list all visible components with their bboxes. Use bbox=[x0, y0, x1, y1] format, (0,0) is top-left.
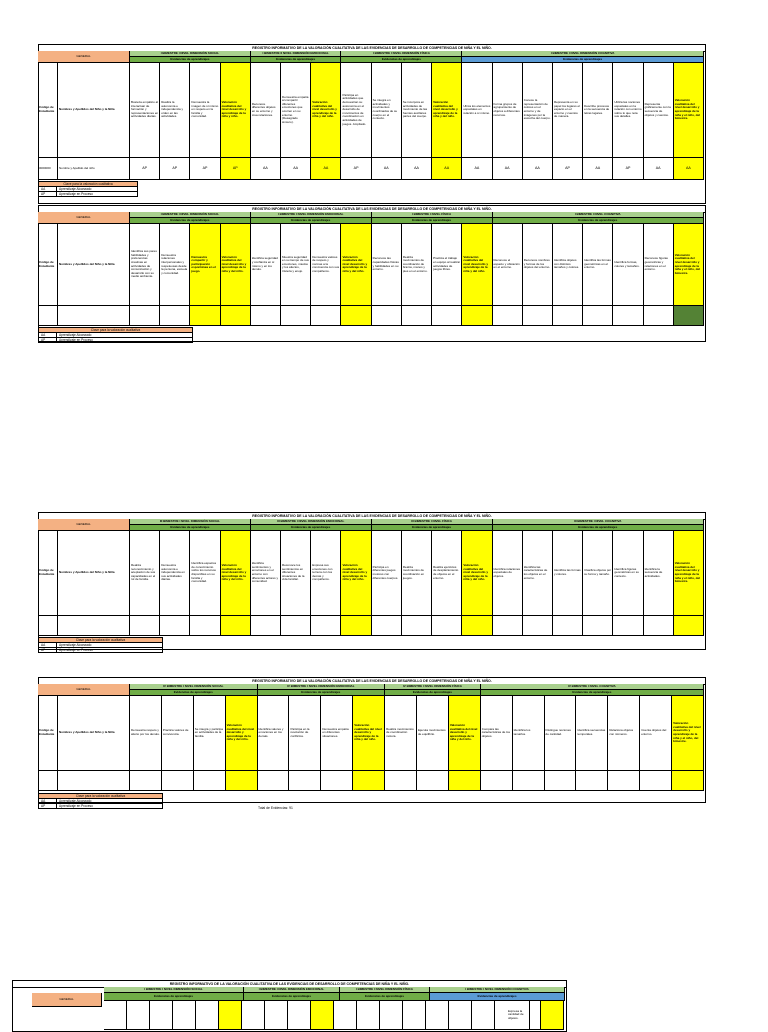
grade-cell: AP bbox=[553, 158, 583, 180]
evidence-cell: Identifica las formas y colores. bbox=[553, 531, 583, 616]
evidence-cell: Identifica los tamaños. bbox=[513, 696, 545, 771]
evidence-cell: Reconoce las capacidades físicas y habilidades en su entorno. bbox=[372, 224, 402, 306]
codigo-header: Código de Estudiante bbox=[38, 63, 58, 158]
evidence-cell: Ubica los elementos espaciales en relación a sí mismo. bbox=[462, 63, 492, 158]
evidence-cell: Participa en la resolución de conflictos. bbox=[289, 696, 321, 771]
evidence-cell: Compara las características de los objetos. bbox=[481, 696, 513, 771]
grade-cell bbox=[194, 771, 226, 791]
grade-cell bbox=[513, 771, 545, 791]
evidence-cell: Cuenta objetos del entorno. bbox=[640, 696, 672, 771]
grade-cell: AA bbox=[644, 158, 674, 180]
student-code: 0000000 bbox=[38, 158, 58, 180]
grade-cell bbox=[493, 306, 523, 326]
evidence-cell bbox=[357, 1001, 380, 1030]
grade-cell bbox=[190, 306, 220, 326]
grade-cell bbox=[449, 771, 481, 791]
area-header-4: I BIMESTRE I NIVEL DIMENSIÓN COGNITIVA bbox=[430, 987, 565, 993]
evidence-cell: Reconoce diferentes objetos en su entorno y crea relaciones. bbox=[251, 63, 281, 158]
grading-key bbox=[38, 181, 138, 197]
general-header: GENERAL bbox=[38, 684, 130, 696]
evidencias-header-2: Evidencias de aprendizajes bbox=[251, 57, 342, 63]
area-header-4: I BIMESTRE I NIVEL COGNITIVA bbox=[493, 212, 704, 218]
evidence-cell: Se integra y participa en actividades de la familia. bbox=[194, 696, 226, 771]
grade-cell bbox=[372, 616, 402, 636]
nombres-header: Nombres y Apellidos del Niño y la Niña bbox=[58, 531, 130, 616]
evidence-cell: Demuestra la imagen de sí mismo en respeto en la familia y comunidad. bbox=[190, 63, 220, 158]
grade-cell: AA bbox=[251, 158, 281, 180]
key-code: AP bbox=[39, 648, 57, 652]
evidencias-header-1: Evidencias de aprendizajes bbox=[130, 218, 251, 224]
grade-cell bbox=[130, 306, 160, 326]
evidencias-header-1: Evidencias de aprendizajes bbox=[130, 525, 251, 531]
evidence-cell bbox=[242, 1001, 265, 1030]
evidence-cell: Distingue nociones de cantidad. bbox=[545, 696, 577, 771]
key-code: AP bbox=[39, 192, 57, 196]
student-name bbox=[58, 306, 130, 326]
evidence-cell: Valoración cualitativa del nivel desarrollo y aprendizaje de la niña y del niño. bbox=[353, 696, 385, 771]
evidence-cell: Valoración cualitativa del nivel desarrollo y aprendizaje de la niña y del niño. bbox=[221, 224, 251, 306]
general-header: GENERAL bbox=[38, 519, 130, 531]
evidencias-header-1: Evidencias de aprendizajes bbox=[130, 690, 258, 696]
sheet-title: REGISTRO INFORMATIVO DE LA VALORACIÓN CUALITATIVA DE LAS EVIDENCIAS DE DESARROLLO DE COMPETENCIAS DE NIÑA Y EL NIÑO. bbox=[39, 513, 705, 520]
sheet-title: REGISTRO INFORMATIVO DE LA VALORACIÓN CUALITATIVA DE LAS EVIDENCIAS DE DESARROLLO DE COMPETENCIAS DE NIÑA Y EL NIÑO. bbox=[39, 206, 705, 213]
grade-cell bbox=[493, 616, 523, 636]
evidence-cell bbox=[403, 1001, 426, 1030]
grade-cell bbox=[640, 771, 672, 791]
evidence-cell: Realiza movimientos de coordinación en juegos. bbox=[402, 531, 432, 616]
evidence-cell: Valoración cualitativa del nivel desarrollo y aprendizaje de la niña y del niño. bbox=[341, 224, 371, 306]
key-row-ap bbox=[38, 192, 138, 197]
grade-cell bbox=[190, 616, 220, 636]
grade-cell bbox=[523, 616, 553, 636]
evidence-cell: Utiliza las nociones espaciales en la relación con entorno sobre lo que nota sus detalles. bbox=[613, 63, 643, 158]
grade-cell bbox=[608, 771, 640, 791]
evidencias-header-1: Evidencias de aprendizajes bbox=[104, 993, 244, 1001]
evidence-cell: Reconoce los sentimientos en diferentes situaciones de la vida familiar. bbox=[281, 531, 311, 616]
key-row-ap bbox=[38, 338, 193, 343]
codigo-header: Código de Estudiante bbox=[38, 224, 58, 306]
area-header-3: III BIMESTRE I NIVEL FÍSICA bbox=[372, 519, 493, 525]
grade-cell: AA bbox=[523, 158, 553, 180]
student-code bbox=[38, 771, 58, 791]
evidence-cell bbox=[426, 1001, 449, 1030]
evidence-cell: Identifica seguridad y confianza en sí mismo y en los demás. bbox=[251, 224, 281, 306]
evidencias-header-3: Evidencias de aprendizajes bbox=[385, 690, 481, 696]
sheet-title: REGISTRO INFORMATIVO DE LA VALORACIÓN CUALITATIVA DE LAS EVIDENCIAS DE DESARROLLO DE COMPETENCIAS DE NIÑA Y EL NIÑO. bbox=[39, 678, 705, 685]
codigo-header: Código de Estudiante bbox=[38, 696, 58, 771]
key-label: Aprendizaje Alcanzado bbox=[59, 333, 92, 337]
grade-cell bbox=[341, 616, 371, 636]
grade-cell bbox=[545, 771, 577, 791]
evidence-cell bbox=[334, 1001, 357, 1030]
grade-cell bbox=[258, 771, 290, 791]
evidencias-header-4: Evidencias de aprendizajes bbox=[481, 690, 704, 696]
evidence-cell: Realiza ejercicios de desplazamiento de objetos en el entorno. bbox=[432, 531, 462, 616]
evidence-cell: Expresa sus emociones con ternura con los demás y compañeros. bbox=[311, 531, 341, 616]
evidence-cell: Relaciona objetos con números. bbox=[608, 696, 640, 771]
area-header-4: IV BIMESTRE I NIVEL COGNITIVA bbox=[481, 684, 704, 690]
evidence-cell: Identifica las características de los objetos en el entorno. bbox=[523, 531, 553, 616]
evidencias-header-4: Evidencias de aprendizajes bbox=[462, 57, 704, 63]
evidence-cell: Expresa la cantidad de objetos. bbox=[507, 1001, 530, 1030]
evidencias-header-2: Evidencias de aprendizajes bbox=[244, 993, 340, 1001]
grade-cell: AA bbox=[281, 158, 311, 180]
student-code bbox=[38, 306, 58, 326]
evidence-cell: Identifica objetos con distintos tamaños y colores. bbox=[553, 224, 583, 306]
grade-cell: AP bbox=[341, 158, 371, 180]
evidencias-header-3: Evidencias de aprendizajes bbox=[340, 993, 430, 1001]
evidence-cell: Identifica sentimientos y emociones en el entorno con diferentes actores y comunidad. bbox=[251, 531, 281, 616]
evidence-cell bbox=[127, 1001, 150, 1030]
evidence-cell: Realiza la autonomía e independencia y orden en las actividades. bbox=[160, 63, 190, 158]
evidence-cell: Identifica secuencias temporales. bbox=[576, 696, 608, 771]
evidence-cell: Realiza movimientos de coordinación motora. bbox=[385, 696, 417, 771]
evidence-cell: Valoración cualitativa del nivel desarrollo y aprendizaje de la niña y el niño, del bimestre. bbox=[674, 531, 704, 616]
evidence-cell: Valoración cualitativa del nivel desarrollo y aprendizaje de la niña y del niño. bbox=[462, 224, 492, 306]
evidence-cell bbox=[173, 1001, 196, 1030]
evidence-cell: Identifica las formas geométricas en el entorno. bbox=[583, 224, 613, 306]
grade-cell bbox=[583, 306, 613, 326]
evidence-cell: Identifica formas, colores y tamaños. bbox=[613, 224, 643, 306]
grade-cell: AP bbox=[221, 158, 251, 180]
grade-cell bbox=[221, 616, 251, 636]
evidence-cell: Demuestra autonomía e independencia en sus actividades diarias. bbox=[160, 531, 190, 616]
area-header-1: III BIMESTRE I NIVEL DIMENSIÓN SOCIAL bbox=[130, 519, 251, 525]
evidence-cell: Identifica espacios de conocimiento sobre los recursos disponibles en su familia y comunidad. bbox=[190, 531, 220, 616]
evidence-cell: Valoración cualitativa del nivel desarrollo y aprendizaje de la niña y del niño. bbox=[462, 531, 492, 616]
key-label: Aprendizaje Alcanzado bbox=[59, 187, 92, 191]
area-header-4: III BIMESTRE I NIVEL COGNITIVA bbox=[493, 519, 704, 525]
evidence-cell: Demuestra compartir y participación espontánea en el juego. bbox=[190, 224, 220, 306]
key-code: AA bbox=[39, 643, 57, 647]
student-name bbox=[58, 771, 130, 791]
grade-cell bbox=[372, 306, 402, 326]
grade-cell bbox=[613, 616, 643, 636]
general-header: GENERAL bbox=[38, 51, 130, 63]
grade-cell: AA bbox=[462, 158, 492, 180]
general-header: GENERAL bbox=[38, 212, 130, 224]
grade-cell bbox=[576, 771, 608, 791]
key-code: AA bbox=[39, 187, 57, 191]
evidence-cell: Reconoce el espacio y ubicación en el entorno. bbox=[493, 224, 523, 306]
nombres-header: Nombres y Apellidos del Niño y la Niña bbox=[58, 63, 130, 158]
evidence-cell: Demuestra valores de respeto y normas a la convivencia con sus compañeros. bbox=[311, 224, 341, 306]
evidencias-header-3: Evidencias de aprendizajes bbox=[341, 57, 462, 63]
grade-cell bbox=[341, 306, 371, 326]
grade-cell bbox=[402, 616, 432, 636]
key-label: Aprendizaje Alcanzado bbox=[59, 799, 92, 803]
grade-cell bbox=[130, 771, 162, 791]
grade-cell bbox=[402, 306, 432, 326]
area-header-2: III BIMESTRE I NIVEL DIMENSIÓN EMOCIONAL bbox=[251, 519, 372, 525]
evidencias-header-3: Evidencias de aprendizajes bbox=[372, 525, 493, 531]
evidence-cell bbox=[265, 1001, 288, 1030]
grade-cell bbox=[583, 616, 613, 636]
grade-cell bbox=[221, 306, 251, 326]
grade-cell bbox=[644, 306, 674, 326]
grade-cell bbox=[289, 771, 321, 791]
grade-cell bbox=[281, 306, 311, 326]
grade-cell: AA bbox=[432, 158, 462, 180]
student-code bbox=[38, 616, 58, 636]
evidence-cell: Valoración cualitativa del nivel desarrollo y aprendizaje de la niña y del niño. bbox=[226, 696, 258, 771]
total-evidencias: Total de Evidencias: 91 bbox=[258, 806, 293, 810]
grade-cell bbox=[162, 771, 194, 791]
evidence-cell bbox=[150, 1001, 173, 1030]
grade-cell bbox=[160, 616, 190, 636]
evidence-cell bbox=[288, 1001, 311, 1030]
area-header-1: I BIMESTRE I NIVEL DIMENSIÓN SOCIAL bbox=[104, 987, 244, 993]
grade-cell bbox=[432, 306, 462, 326]
evidencias-header-4: Evidencias de aprendizajes bbox=[430, 993, 565, 1001]
evidence-cell: Clasifica objetos por su forma y tamaño. bbox=[583, 531, 613, 616]
grade-cell bbox=[321, 771, 353, 791]
key-label: Aprendizaje Alcanzado bbox=[59, 643, 92, 647]
evidence-cell: Realiza movimientos de coordinación de brazos, manos y pies en el entorno. bbox=[402, 224, 432, 306]
grade-cell bbox=[674, 616, 704, 636]
nombres-header: Nombres y Apellidos del Niño y la Niña bbox=[58, 224, 130, 306]
grade-cell bbox=[160, 306, 190, 326]
key-code: AP bbox=[39, 804, 57, 808]
grade-cell bbox=[481, 771, 513, 791]
key-title: Clave para la valoración cualitativa bbox=[38, 181, 138, 187]
grade-cell bbox=[553, 616, 583, 636]
grade-cell: AA bbox=[674, 158, 704, 180]
evidencias-header-3: Evidencias de aprendizajes bbox=[372, 218, 493, 224]
grade-cell: AA bbox=[493, 158, 523, 180]
grade-cell: AP bbox=[190, 158, 220, 180]
key-code: AA bbox=[39, 799, 57, 803]
evidence-cell: Valoración cualitativa del nivel desarrollo y aprendizaje de la niña y el niño, del bimestre. bbox=[672, 696, 704, 771]
evidence-cell: Reconoce nombres y formas de los objetos del entorno. bbox=[523, 224, 553, 306]
grade-cell: AA bbox=[372, 158, 402, 180]
grade-cell bbox=[553, 306, 583, 326]
evidence-cell: Identifica la secuencia de actividades. bbox=[644, 531, 674, 616]
student-name: Nombre y Apellido del niño bbox=[58, 158, 130, 180]
grade-cell bbox=[674, 306, 704, 326]
grade-cell bbox=[432, 616, 462, 636]
evidence-cell: Participa en diferentes juegos motores con diferentes cuerpos. bbox=[372, 531, 402, 616]
evidencias-header-1: Evidencias de aprendizajes bbox=[130, 57, 251, 63]
grade-cell bbox=[311, 306, 341, 326]
sheet-title: REGISTRO INFORMATIVO DE LA VALORACIÓN CUALITATIVA DE LAS EVIDENCIAS DE DESARROLLO DE COMPETENCIAS DE NIÑA Y EL NIÑO. bbox=[13, 981, 566, 988]
grade-cell bbox=[130, 616, 160, 636]
evidence-cell: Demuestra relaciones interpersonales y respetuosas desde la persona, escuela y comunidad. bbox=[160, 224, 190, 306]
evidence-cell: Demuestra empatía en diferentes situaciones. bbox=[321, 696, 353, 771]
evidence-cell: Valoración cualitativa del nivel desarrollo y aprendizaje de la niña y el niño, del bimestre. bbox=[674, 63, 704, 158]
grade-cell bbox=[523, 306, 553, 326]
grade-cell bbox=[353, 771, 385, 791]
general-header: GENERAL bbox=[32, 993, 102, 1007]
grade-cell: AA bbox=[583, 158, 613, 180]
area-header-1: IV BIMESTRE I NIVEL DIMENSIÓN SOCIAL bbox=[130, 684, 258, 690]
area-header-2: I BIMESTRE I NIVEL DIMENSIÓN EMOCIONAL bbox=[244, 987, 340, 993]
evidence-cell: Practica valores de convivencia. bbox=[162, 696, 194, 771]
grade-cell bbox=[385, 771, 417, 791]
evidence-cell: Representa en su papel los lugares el espacio en el entorno y cuentos de manera. bbox=[553, 63, 583, 158]
evidence-cell: Valoración cualitativa del nivel desarrollo y aprendizaje de la niña y del niño. bbox=[221, 531, 251, 616]
grading-key bbox=[38, 793, 163, 809]
evidencias-header-2: Evidencias de aprendizajes bbox=[251, 525, 372, 531]
evidence-cell: Participa en actividades que demuestran su autonomía en el desarrollo de movimientos de coordinación en actividades de juegos. Ampliado. bbox=[341, 63, 371, 158]
codigo-header: Código de Estudiante bbox=[38, 531, 58, 616]
grade-cell bbox=[644, 616, 674, 636]
evidence-cell: Forma grupos de agrupamiento de objetos a diferentes recursos. bbox=[493, 63, 523, 158]
key-label: Aprendizaje en Proceso bbox=[59, 648, 93, 652]
evidence-cell: Describe procesos en la secuencia de letras lugares. bbox=[583, 63, 613, 158]
evidencias-header-2: Evidencias de aprendizajes bbox=[251, 218, 372, 224]
key-row-ap bbox=[38, 804, 163, 809]
evidence-cell: Conoce la representación de colores en el entorno y de imágenes por la escucha del cuerpo. bbox=[523, 63, 553, 158]
area-header-2: I BIMESTRE II NIVEL DIMENSIÓN EMOCIONAL bbox=[251, 51, 342, 57]
evidence-cell: Se integra en actividades y movimientos coordinados de su cuerpo en el contexto. bbox=[372, 63, 402, 158]
grade-cell bbox=[462, 616, 492, 636]
evidence-cell: Valoración cualitativa del nivel desarrollo y aprendizaje de la niña y del niño. bbox=[341, 531, 371, 616]
evidence-cell bbox=[196, 1001, 219, 1030]
evidence-cell: Identifica sus pares habilidades y preferencias creativas en actividades de comunicación y desarrollo con su medio ambiente. bbox=[130, 224, 160, 306]
evidence-cell: Demuestra respeto y afecto por los demás. bbox=[130, 696, 162, 771]
evidence-cell: Realiza reconocimiento y aceptación de sus capacidades en el rol de familia. bbox=[130, 531, 160, 616]
grade-cell: AP bbox=[130, 158, 160, 180]
grade-cell: AA bbox=[311, 158, 341, 180]
evidence-cell: Valoración cualitativa del nivel desarrollo y aprendizaje de la niña y del niño. bbox=[311, 63, 341, 158]
evidencias-header-4: Evidencias de aprendizajes bbox=[493, 218, 704, 224]
area-header-3: I BIMESTRE I NIVEL FÍSICA bbox=[372, 212, 493, 218]
evidence-cell bbox=[449, 1001, 472, 1030]
grade-cell bbox=[462, 306, 492, 326]
grading-key bbox=[38, 327, 193, 343]
evidencias-header-4: Evidencias de aprendizajes bbox=[493, 525, 704, 531]
evidence-cell bbox=[219, 1001, 242, 1030]
grade-cell bbox=[417, 771, 449, 791]
area-header-3: IV BIMESTRE I NIVEL DIMENSIÓN FÍSICA bbox=[385, 684, 481, 690]
key-label: Aprendizaje en Proceso bbox=[59, 804, 93, 808]
evidencias-header-2: Evidencias de aprendizajes bbox=[258, 690, 386, 696]
grade-cell bbox=[311, 616, 341, 636]
grade-cell bbox=[226, 771, 258, 791]
grade-cell bbox=[672, 771, 704, 791]
evidence-cell: Reconoce figuras geométricas y relaciones en el entorno. bbox=[644, 224, 674, 306]
evidence-cell bbox=[311, 1001, 334, 1030]
evidence-cell: Representa gráficamente con la secuencia de objetos y cuentos. bbox=[644, 63, 674, 158]
evidence-cell: Se incorpora en actividades de movimiento de las fuentes auxiliares partes del cuerpo. bbox=[402, 63, 432, 158]
grade-cell bbox=[613, 306, 643, 326]
evidence-cell: Practica el trabajo en equipo al realizar actividades de juegos libres. bbox=[432, 224, 462, 306]
evidence-cell: Valoración cualitativa del nivel desarrollo y aprendizaje de la niña y del niño. bbox=[449, 696, 481, 771]
key-row-ap bbox=[38, 648, 163, 653]
evidence-cell bbox=[472, 1001, 495, 1030]
key-label: Aprendizaje en Proceso bbox=[59, 192, 93, 196]
evidence-cell bbox=[541, 1001, 564, 1030]
area-header-2: I BIMESTRE I NIVEL DIMENSIÓN EMOCIONAL bbox=[251, 212, 372, 218]
grade-cell: AP bbox=[160, 158, 190, 180]
evidence-cell: Identifica valores y emociones en los demás. bbox=[258, 696, 290, 771]
key-code: AP bbox=[39, 338, 57, 342]
evidence-cell: Valoración cualitativa del nivel desarrollo y aprendizaje de la niña y el niño, del bimestre. bbox=[674, 224, 704, 306]
area-header-1: I BIMESTRE I NIVEL DIMENSIÓN SOCIAL bbox=[130, 51, 251, 57]
area-header-3: I BIMESTRE I NIVEL DIMENSIÓN FÍSICA bbox=[340, 987, 430, 993]
area-header-1: I BIMESTRE I NIVEL DIMENSIÓN SOCIAL bbox=[130, 212, 251, 218]
key-label: Aprendizaje en Proceso bbox=[59, 338, 93, 342]
evidence-cell: Demuestra empatía al compartir diferentes emociones que ocurren en su entorno. (Desagrado sincero). bbox=[281, 63, 311, 158]
key-title: Clave para la valoración cualitativa bbox=[38, 327, 193, 333]
evidence-cell: Ejecuta movimientos de equilibrio. bbox=[417, 696, 449, 771]
evidence-cell: Valoración cualitativa del nivel desarrollo y aprendizaje de la niña y niño. bbox=[221, 63, 251, 158]
grade-cell bbox=[251, 306, 281, 326]
grade-cell: AA bbox=[402, 158, 432, 180]
grade-cell bbox=[251, 616, 281, 636]
sheet-title: REGISTRO INFORMATIVO DE LA VALORACIÓN CUALITATIVA DE LAS EVIDENCIAS DE DESARROLLO DE COMPETENCIAS DE NIÑA Y EL NIÑO. bbox=[39, 45, 705, 52]
grade-cell bbox=[281, 616, 311, 636]
key-title: Clave para la valoración cualitativa bbox=[38, 793, 163, 799]
key-title: Clave para la valoración cualitativa bbox=[38, 637, 163, 643]
nombres-header: Nombres y Apellidos del Niño y la Niña bbox=[58, 696, 130, 771]
grade-cell: AP bbox=[613, 158, 643, 180]
evidence-cell: Bosteza empático al interactuar de formación y representaciones en actividades diarias. bbox=[130, 63, 160, 158]
area-header-3: I BIMESTRE I NIVEL DIMENSIÓN FÍSICA bbox=[341, 51, 462, 57]
evidence-cell: Valoración cualitativa del nivel desarrollo y aprendizaje de la niña y del niño. bbox=[432, 63, 462, 158]
evidence-cell: Identifica figuras geométricas en su contexto. bbox=[613, 531, 643, 616]
evidence-cell bbox=[104, 1001, 127, 1030]
area-header-2: IV BIMESTRE I NIVEL DIMENSIÓN EMOCIONAL bbox=[258, 684, 386, 690]
evidence-cell: Identifica relaciones espaciales de objetos. bbox=[493, 531, 523, 616]
area-header-4: I BIMESTRE I NIVEL DIMENSIÓN COGNITIVA bbox=[462, 51, 704, 57]
evidence-cell bbox=[380, 1001, 403, 1030]
key-code: AA bbox=[39, 333, 57, 337]
grading-key bbox=[38, 637, 163, 653]
student-name bbox=[58, 616, 130, 636]
evidence-cell: Muestra seguridad en su tiempo de sus emociones, miedos y los afectos, tristeza y enojo. bbox=[281, 224, 311, 306]
